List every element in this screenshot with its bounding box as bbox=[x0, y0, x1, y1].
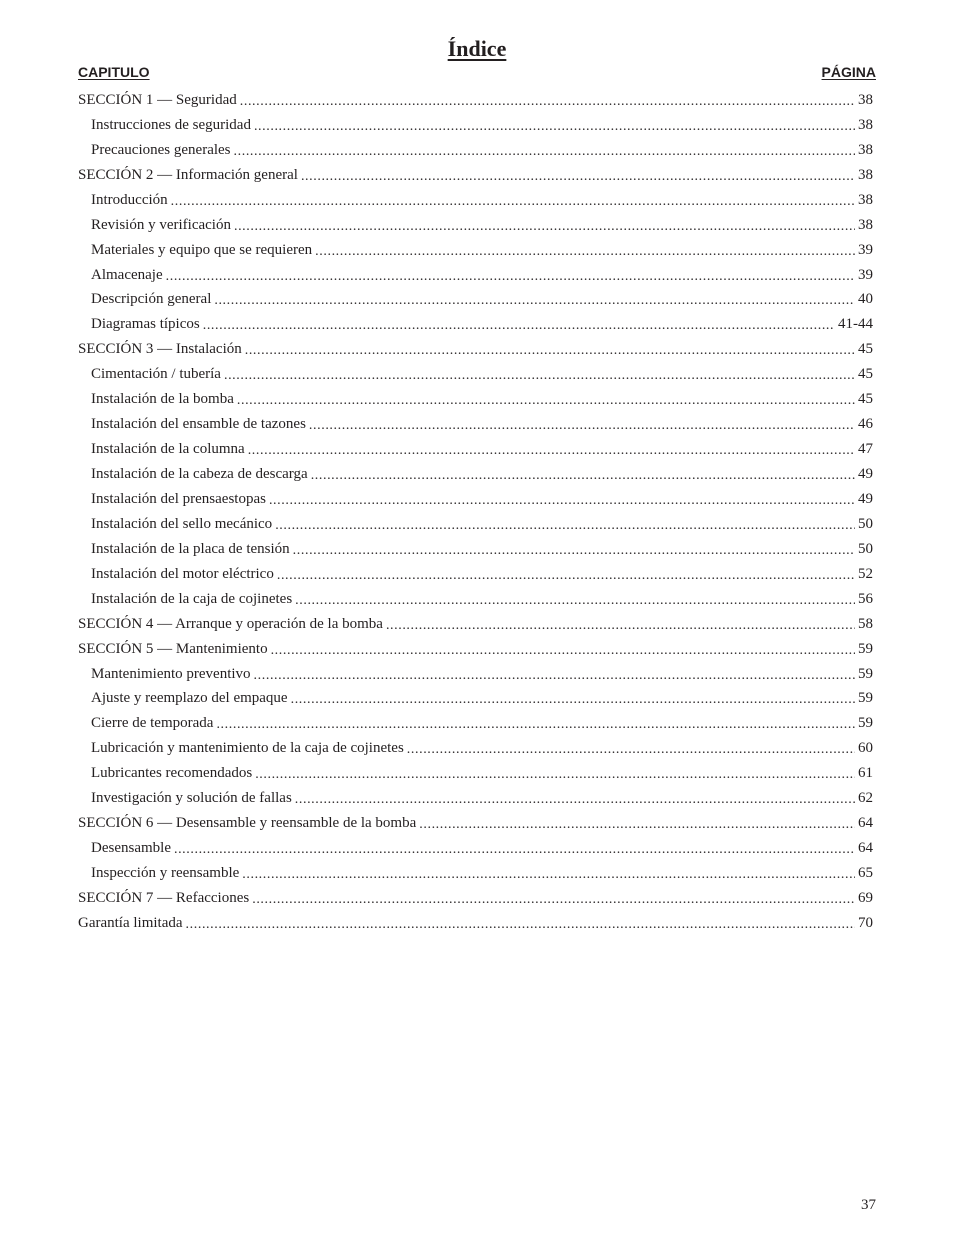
dot-leader bbox=[311, 468, 855, 483]
dot-leader bbox=[407, 742, 855, 757]
toc-entry-page: 38 bbox=[858, 191, 873, 208]
toc-entry-page: 70 bbox=[858, 914, 873, 931]
toc-entry-label: Desensamble bbox=[91, 840, 171, 857]
chapter-column-header: CAPITULO bbox=[78, 64, 150, 80]
toc-entry-label: SECCIÓN 6 — Desensamble y reensamble de la bomba bbox=[78, 815, 417, 832]
toc-entry-label: SECCIÓN 2 — Información general bbox=[78, 166, 298, 183]
toc-subsection-entry[interactable] bbox=[78, 861, 873, 886]
dot-leader bbox=[309, 418, 855, 433]
toc-entry-page: 64 bbox=[858, 840, 873, 857]
toc-entry-label: Instalación de la bomba bbox=[91, 391, 234, 408]
toc-subsection-entry[interactable] bbox=[78, 188, 873, 213]
toc-subsection-entry[interactable] bbox=[78, 238, 873, 263]
toc-entry-page: 39 bbox=[858, 266, 873, 283]
toc-entry-page: 49 bbox=[858, 490, 873, 507]
toc-subsection-entry[interactable] bbox=[78, 213, 873, 238]
toc-entry-label: Investigación y solución de fallas bbox=[91, 790, 292, 807]
toc-entry-page: 59 bbox=[858, 640, 873, 657]
dot-leader bbox=[255, 767, 855, 782]
dot-leader bbox=[216, 717, 855, 732]
toc-entry-page: 49 bbox=[858, 466, 873, 483]
toc-entry-label: Mantenimiento preventivo bbox=[91, 665, 251, 682]
dot-leader bbox=[234, 144, 855, 159]
dot-leader bbox=[203, 318, 835, 333]
dot-leader bbox=[271, 643, 855, 658]
toc-subsection-entry[interactable] bbox=[78, 662, 873, 687]
toc-subsection-entry[interactable] bbox=[78, 462, 873, 487]
page-number: 37 bbox=[861, 1197, 876, 1213]
dot-leader bbox=[315, 244, 855, 259]
toc-entry-page: 62 bbox=[858, 790, 873, 807]
toc-entry-label: Lubricantes recomendados bbox=[91, 765, 253, 782]
toc-entry-page: 60 bbox=[858, 740, 873, 757]
dot-leader bbox=[254, 119, 855, 134]
toc-entry-page: 47 bbox=[858, 441, 873, 458]
toc-entry-page: 64 bbox=[858, 815, 873, 832]
dot-leader bbox=[419, 817, 855, 832]
dot-leader bbox=[171, 194, 855, 209]
toc-entry-page: 69 bbox=[858, 889, 873, 906]
toc-entry-label: Almacenaje bbox=[91, 266, 163, 283]
toc-entry-label: Introducción bbox=[91, 191, 168, 208]
dot-leader bbox=[293, 543, 855, 558]
toc-subsection-entry[interactable] bbox=[78, 836, 873, 861]
toc-subsection-entry[interactable] bbox=[78, 786, 873, 811]
toc-section-entry[interactable] bbox=[78, 811, 873, 836]
dot-leader bbox=[186, 917, 855, 932]
toc-entry-label: Instalación del sello mecánico bbox=[91, 515, 273, 532]
toc-section-entry[interactable] bbox=[78, 911, 873, 936]
toc-entry-label: Instalación del prensaestopas bbox=[91, 490, 266, 507]
dot-leader bbox=[269, 493, 855, 508]
toc-subsection-entry[interactable] bbox=[78, 512, 873, 537]
toc-section-entry[interactable] bbox=[78, 163, 873, 188]
dot-leader bbox=[214, 293, 855, 308]
toc-entry-label: Instalación de la caja de cojinetes bbox=[91, 590, 293, 607]
dot-leader bbox=[386, 618, 855, 633]
toc-entry-label: Precauciones generales bbox=[91, 141, 231, 158]
dot-leader bbox=[237, 393, 855, 408]
toc-subsection-entry[interactable] bbox=[78, 138, 873, 163]
toc-entry-page: 46 bbox=[858, 416, 873, 433]
toc-subsection-entry[interactable] bbox=[78, 537, 873, 562]
toc-subsection-entry[interactable] bbox=[78, 711, 873, 736]
toc-subsection-entry[interactable] bbox=[78, 587, 873, 612]
toc-subsection-entry[interactable] bbox=[78, 412, 873, 437]
toc-entry-page: 59 bbox=[858, 665, 873, 682]
toc-section-entry[interactable] bbox=[78, 886, 873, 911]
toc-entry-page: 61 bbox=[858, 765, 873, 782]
toc-entry-page: 59 bbox=[858, 690, 873, 707]
toc-entry-page: 38 bbox=[858, 116, 873, 133]
toc-entry-label: SECCIÓN 5 — Mantenimiento bbox=[78, 640, 268, 657]
toc-entry-label: Garantía limitada bbox=[78, 914, 183, 931]
toc-entry-label: Instrucciones de seguridad bbox=[91, 116, 251, 133]
toc-subsection-entry[interactable] bbox=[78, 312, 873, 337]
table-of-contents bbox=[78, 88, 873, 936]
toc-entry-label: Instalación de la cabeza de descarga bbox=[91, 466, 308, 483]
toc-entry-page: 38 bbox=[858, 216, 873, 233]
dot-leader bbox=[245, 343, 855, 358]
toc-entry-label: Revisión y verificación bbox=[91, 216, 231, 233]
toc-entry-page: 52 bbox=[858, 565, 873, 582]
toc-entry-label: Diagramas típicos bbox=[91, 316, 200, 333]
toc-subsection-entry[interactable] bbox=[78, 736, 873, 761]
toc-entry-label: Lubricación y mantenimiento de la caja de cojinetes bbox=[91, 740, 404, 757]
dot-leader bbox=[248, 443, 855, 458]
toc-entry-page: 41-44 bbox=[838, 316, 873, 333]
dot-leader bbox=[252, 892, 855, 907]
toc-subsection-entry[interactable] bbox=[78, 387, 873, 412]
toc-entry-page: 39 bbox=[858, 241, 873, 258]
toc-entry-page: 58 bbox=[858, 615, 873, 632]
dot-leader bbox=[291, 692, 855, 707]
toc-subsection-entry[interactable] bbox=[78, 487, 873, 512]
toc-section-entry[interactable] bbox=[78, 337, 873, 362]
toc-entry-page: 45 bbox=[858, 366, 873, 383]
toc-entry-page: 50 bbox=[858, 540, 873, 557]
page-column-header: PÁGINA bbox=[821, 64, 876, 80]
toc-subsection-entry[interactable] bbox=[78, 761, 873, 786]
toc-entry-label: SECCIÓN 4 — Arranque y operación de la bomba bbox=[78, 615, 383, 632]
dot-leader bbox=[234, 219, 855, 234]
toc-subsection-entry[interactable] bbox=[78, 288, 873, 313]
toc-subsection-entry[interactable] bbox=[78, 113, 873, 138]
toc-entry-page: 59 bbox=[858, 715, 873, 732]
toc-section-entry[interactable] bbox=[78, 637, 873, 662]
dot-leader bbox=[166, 269, 855, 284]
dot-leader bbox=[295, 593, 855, 608]
toc-entry-label: Materiales y equipo que se requieren bbox=[91, 241, 313, 258]
dot-leader bbox=[242, 867, 855, 882]
toc-subsection-entry[interactable] bbox=[78, 562, 873, 587]
toc-entry-label: Ajuste y reemplazo del empaque bbox=[91, 690, 288, 707]
toc-entry-label: Cimentación / tubería bbox=[91, 366, 221, 383]
toc-entry-page: 38 bbox=[858, 91, 873, 108]
dot-leader bbox=[295, 792, 855, 807]
toc-entry-label: Descripción general bbox=[91, 291, 212, 308]
toc-entry-label: SECCIÓN 1 — Seguridad bbox=[78, 91, 237, 108]
toc-subsection-entry[interactable] bbox=[78, 362, 873, 387]
toc-entry-label: Instalación del motor eléctrico bbox=[91, 565, 274, 582]
toc-entry-label: Cierre de temporada bbox=[91, 715, 214, 732]
toc-entry-page: 50 bbox=[858, 515, 873, 532]
toc-entry-label: Instalación de la placa de tensión bbox=[91, 540, 290, 557]
toc-entry-page: 45 bbox=[858, 391, 873, 408]
toc-entry-label: SECCIÓN 3 — Instalación bbox=[78, 341, 242, 358]
toc-entry-page: 40 bbox=[858, 291, 873, 308]
toc-subsection-entry[interactable] bbox=[78, 437, 873, 462]
dot-leader bbox=[301, 169, 855, 184]
toc-entry-label: SECCIÓN 7 — Refacciones bbox=[78, 889, 250, 906]
toc-entry-page: 38 bbox=[858, 141, 873, 158]
dot-leader bbox=[277, 568, 855, 583]
toc-entry-page: 65 bbox=[858, 865, 873, 882]
dot-leader bbox=[275, 518, 855, 533]
dot-leader bbox=[224, 368, 855, 383]
toc-entry-label: Instalación del ensamble de tazones bbox=[91, 416, 306, 433]
toc-section-entry[interactable] bbox=[78, 88, 873, 113]
dot-leader bbox=[174, 842, 855, 857]
toc-entry-page: 38 bbox=[858, 166, 873, 183]
page-title: Índice bbox=[447, 36, 507, 61]
toc-subsection-entry[interactable] bbox=[78, 687, 873, 712]
toc-section-entry[interactable] bbox=[78, 612, 873, 637]
toc-entry-label: Instalación de la columna bbox=[91, 441, 245, 458]
dot-leader bbox=[254, 668, 855, 683]
toc-entry-label: Inspección y reensamble bbox=[91, 865, 240, 882]
toc-subsection-entry[interactable] bbox=[78, 263, 873, 288]
dot-leader bbox=[240, 94, 855, 109]
toc-entry-page: 45 bbox=[858, 341, 873, 358]
toc-entry-page: 56 bbox=[858, 590, 873, 607]
